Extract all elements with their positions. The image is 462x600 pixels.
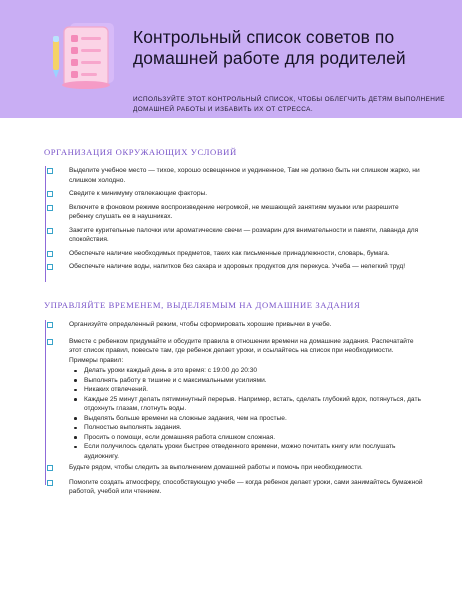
checklist-item [44, 166, 424, 185]
checkbox[interactable] [47, 251, 53, 257]
checklist-scroll-with-pencil-icon [50, 22, 120, 90]
item-text: Зажгите курительные палочки или ароматические свечи — розмарин для внимательности и памяти, лаванда для спокойствия. [69, 226, 419, 243]
checklist-environment [44, 166, 424, 272]
checkbox[interactable] [47, 191, 53, 197]
bullet-item: Делать уроки каждый день в это время: с 19:00 до 20:30 [69, 366, 424, 376]
bullet-item: Если получилось сделать уроки быстрее отведенного времени, можно почитать книгу или послушать аудиокнигу. [69, 442, 424, 461]
checkbox[interactable] [47, 228, 53, 234]
checklist-item [44, 226, 424, 245]
item-text: Выделите учебное место — тихое, хорошо освещенное и уединенное, Там не должно быть ни слишком жарко, ни слишком холодно. [69, 167, 420, 184]
bullet-item: Просить о помощи, если домашняя работа слишком сложная. [69, 433, 424, 443]
bullet-item: Полностью выполнять задания. [69, 423, 424, 433]
item-text: Вместе с ребенком придумайте и обсудите правила в отношении времени на домашние задания. Распечатайте этот список правил, повесьте там, где ребенок делает уроки, и ссылайтесь на список при необходимости. Примеры правил: [69, 337, 414, 364]
bullet-item: Никаких отвлечений. [69, 385, 424, 395]
checkbox[interactable] [47, 339, 53, 345]
checkbox[interactable] [47, 322, 53, 328]
header-banner [0, 0, 462, 118]
rules-bullet-list [69, 366, 424, 461]
checklist-item [44, 203, 424, 222]
section-heading-environment: ОРГАНИЗАЦИЯ ОКРУЖАЮЩИХ УСЛОВИЙ [44, 147, 237, 157]
checkbox[interactable] [47, 168, 53, 174]
item-text: Обеспечьте наличие необходимых предметов, таких как письменные принадлежности, словарь, бумага. [69, 249, 390, 257]
checkbox[interactable] [47, 465, 53, 471]
item-text: Организуйте определенный режим, чтобы сформировать хорошие привычки в учебе. [69, 321, 332, 328]
checkbox[interactable] [47, 205, 53, 211]
page-subtitle: ИСПОЛЬЗУЙТЕ ЭТОТ КОНТРОЛЬНЫЙ СПИСОК, ЧТОБЫ ОБЛЕГЧИТЬ ДЕТЯМ ВЫПОЛНЕНИЕ ДОМАШНЕЙ РАБОТЫ И ИЗБАВИТЬ ИХ ОТ СТРЕССА. [133, 96, 445, 113]
checklist-item [44, 262, 424, 272]
item-text: Будьте рядом, чтобы следить за выполнением домашней работы и помочь при необходимости. [69, 464, 363, 471]
bullet-item: Выполнять работу в тишине и с максимальными усилиями. [69, 376, 424, 386]
item-text: Помогите создать атмосферу, способствующую учебе — когда ребенок делает уроки, сами занимайтесь бумажной работой, учебой или чтением. [69, 478, 423, 495]
checkbox[interactable] [47, 264, 53, 270]
section-heading-time: УПРАВЛЯЙТЕ ВРЕМЕНЕМ, ВЫДЕЛЯЕМЫМ НА ДОМАШНИЕ ЗАДАНИЯ [44, 300, 361, 310]
checkbox[interactable] [47, 480, 53, 486]
item-text: Обеспечьте наличие воды, напитков без сахара и здоровых продуктов для перекуса. Учеба — нелегкий труд! [69, 263, 406, 270]
page-title: Контрольный список советов по домашней работе для родителей [133, 27, 406, 68]
bullet-item: Выделять больше времени на сложные задания, чем на простые. [69, 414, 424, 424]
bullet-item: Каждые 25 минут делать пятиминутный перерыв. Например, встать, сделать глубокий вдох, потянуться, дать отдохнуть глазам, глотнуть воды. [69, 395, 424, 414]
item-text: Сведите к минимуму отвлекающие факторы. [69, 190, 208, 197]
checklist-item [44, 463, 424, 473]
checklist-item [44, 337, 424, 462]
item-text: Включите в фоновом режиме воспроизведение негромкой, не мешающей занятиям музыки или разрешите ребенку слушать ее в наушниках. [69, 203, 399, 220]
checklist-time [44, 320, 424, 497]
checklist-item [44, 478, 424, 497]
checklist-item [44, 189, 424, 199]
checklist-item [44, 320, 424, 330]
checklist-item [44, 249, 424, 259]
